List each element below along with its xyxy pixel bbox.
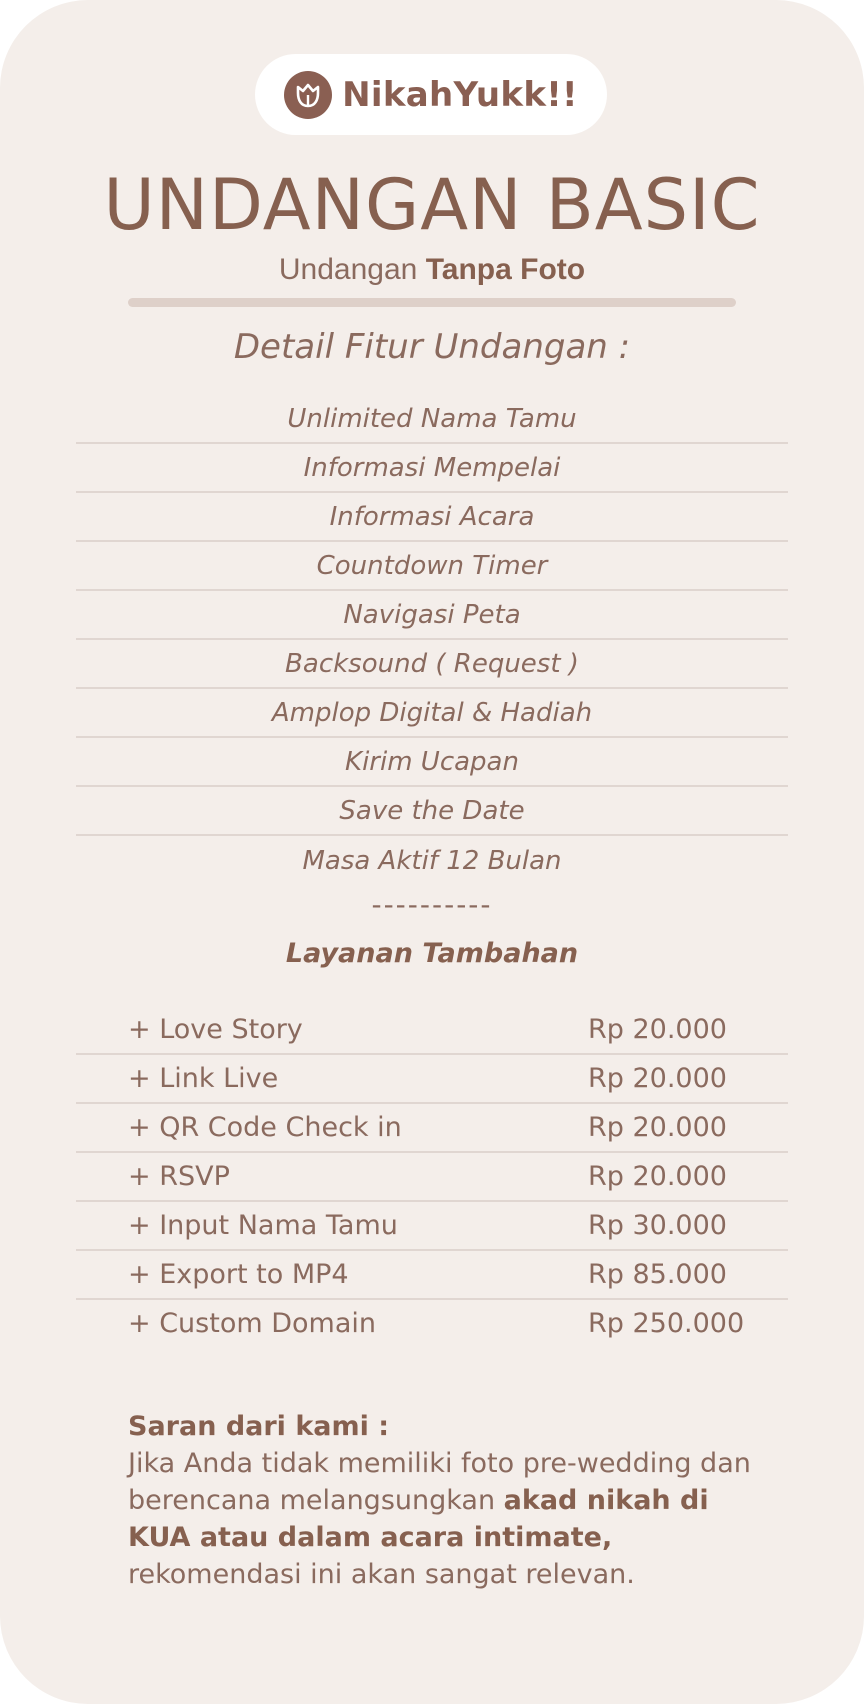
subtitle-prefix: Undangan	[278, 253, 418, 286]
addon-row	[76, 1202, 788, 1251]
title-divider	[128, 298, 736, 307]
feature-item: Masa Aktif 12 Bulan	[302, 845, 562, 876]
addon-row	[76, 1251, 788, 1300]
addon-price: Rp 20.000	[588, 1112, 727, 1143]
feature-item: Navigasi Peta	[76, 591, 788, 640]
addon-price: Rp 250.000	[588, 1308, 745, 1339]
feature-item: Backsound ( Request )	[76, 640, 788, 689]
recommendation-text-end: rekomendasi ini akan sangat relevan.	[128, 1559, 635, 1590]
feature-list	[76, 395, 788, 885]
addon-name: + Love Story	[128, 1014, 303, 1045]
addon-name: + QR Code Check in	[128, 1112, 402, 1143]
recommendation-heading: Saran dari kami :	[128, 1411, 390, 1442]
feature-item: Informasi Mempelai	[76, 444, 788, 493]
features-heading: Detail Fitur Undangan :	[233, 327, 631, 367]
recommendation-text: Jika Anda tidak memiliki foto pre-wedding dan berencana melangsungkan	[128, 1448, 751, 1516]
addon-name: + Export to MP4	[128, 1259, 349, 1290]
addon-row	[76, 1055, 788, 1104]
addon-price: Rp 20.000	[588, 1161, 727, 1192]
recommendation-highlight: akad nikah di KUA atau dalam acara intimate,	[128, 1485, 709, 1553]
addon-name: + Input Nama Tamu	[128, 1210, 398, 1241]
addon-row	[76, 1006, 788, 1055]
addon-row	[76, 1300, 788, 1349]
addon-price: Rp 85.000	[588, 1259, 727, 1290]
feature-item: Save the Date	[76, 787, 788, 836]
section-separator: ----------	[371, 888, 493, 921]
addon-name: + RSVP	[128, 1161, 230, 1192]
tulip-icon	[284, 71, 332, 119]
feature-item: Amplop Digital & Hadiah	[76, 689, 788, 738]
addon-price: Rp 30.000	[588, 1210, 727, 1241]
page-subtitle	[0, 250, 864, 290]
addon-price: Rp 20.000	[588, 1063, 727, 1094]
page-title: UNDANGAN BASIC	[103, 164, 761, 246]
addon-name: + Custom Domain	[128, 1308, 376, 1339]
addon-row	[76, 1153, 788, 1202]
addon-price: Rp 20.000	[588, 1014, 727, 1045]
feature-item: Kirim Ucapan	[76, 738, 788, 787]
feature-item: Countdown Timer	[76, 542, 788, 591]
addon-name: + Link Live	[128, 1063, 279, 1094]
subtitle-emphasis: Tanpa Foto	[425, 253, 586, 286]
addon-list	[76, 1006, 788, 1349]
brand-name: NikahYukk!!	[342, 74, 578, 115]
brand-logo[interactable]	[255, 54, 607, 135]
feature-item: Unlimited Nama Tamu	[76, 395, 788, 444]
addon-row	[76, 1104, 788, 1153]
recommendation-note	[128, 1408, 758, 1593]
feature-item: Informasi Acara	[76, 493, 788, 542]
addons-heading: Layanan Tambahan	[285, 938, 579, 969]
